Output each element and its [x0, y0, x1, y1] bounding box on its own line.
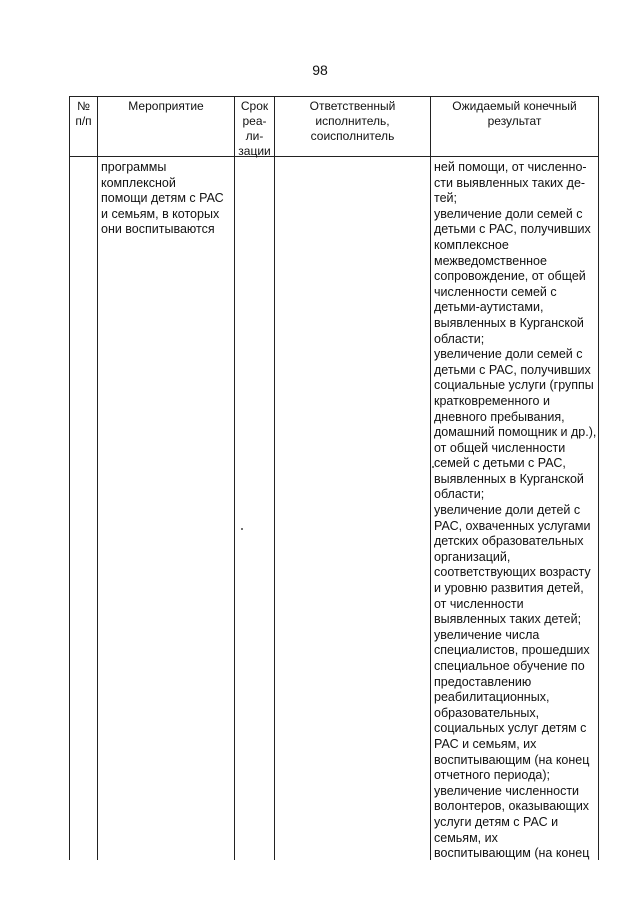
scan-speck: [432, 466, 434, 468]
column-divider: [274, 96, 275, 860]
header-number: № п/п: [75, 99, 92, 128]
scan-speck: [241, 528, 243, 530]
page-number: 98: [312, 62, 328, 78]
row-result: ней помощи, от численно- сти выявленных таких де- тей; увеличение доли семей с детьми с РАС, получивших комплексное межведомственное сопровождение, от общей численности семей с детьми-аутистами, выявленных в Курганской области; увеличение доли семей с детьми с РАС, получивших социальные услуги (группы кратковременного и дневного пребывания, домашний помощник и др.), от общей численности семей с детьми с РАС, выявленных в Курганской области; увеличение доли детей с РАС, охваченных услугами детских образовательных организаций, соответствующих возрасту и уровню развития детей, от численности выявленных таких детей; увеличение числа специалистов, прошедших специальное обучение по предоставлению реабилитационных, образовательных, социальных услуг детям с РАС и семьям, их воспитывающим (на конец отчетного периода); увеличение численности волонтеров, оказывающих услуги детям с РАС и семьям, их воспитывающим (на конец: [434, 160, 597, 861]
column-divider: [97, 96, 98, 860]
header-divider: [69, 156, 599, 157]
header-term: Срок реа- ли- зации: [238, 99, 271, 158]
row-measure: программы комплексной помощи детям с РАС и семьям, в которых они воспитываются: [101, 160, 224, 237]
header-executor: Ответственный исполнитель, соисполнитель: [309, 99, 396, 143]
table-border-left: [69, 96, 70, 860]
header-measure: Мероприятие: [128, 99, 204, 113]
column-divider: [430, 96, 431, 860]
header-result: Ожидаемый конечный результат: [452, 99, 577, 128]
table-border-top: [69, 96, 599, 97]
table-border-right: [598, 96, 599, 860]
measures-table: [69, 96, 599, 860]
column-divider: [234, 96, 235, 860]
